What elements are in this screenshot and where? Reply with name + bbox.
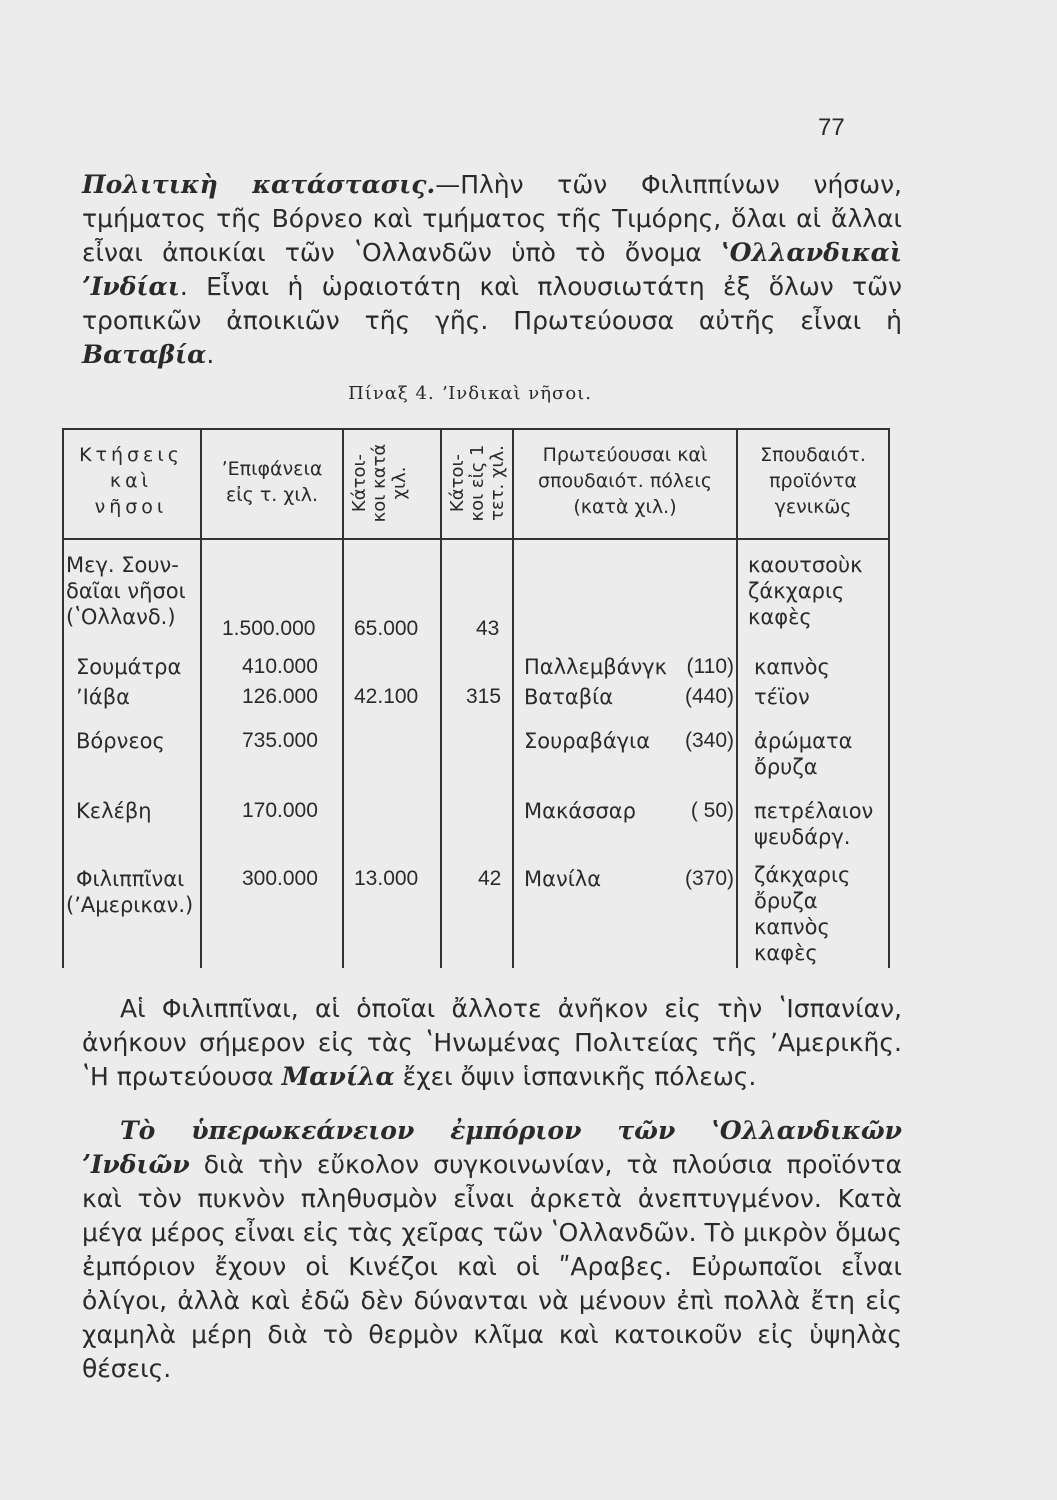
table-cell-city: Βαταβία: [524, 685, 614, 709]
table-cell-area: 300.000: [242, 867, 318, 890]
table-cell-density: 42: [478, 867, 502, 890]
table-cell-area: 170.000: [242, 799, 318, 822]
table-cell-city-population: (370): [684, 867, 734, 890]
table-cell-products: καουτσοὺκ ζάκχαρις καφὲς: [748, 553, 863, 629]
header-density: Κάτοι- κοι εἰς 1 τετ. χιλ.: [447, 444, 508, 522]
section-heading: Πολιτικὴ κατάστασις.: [82, 170, 436, 199]
col-divider: [200, 428, 202, 968]
col-divider: [440, 428, 442, 968]
table-row-name: Κελέβη: [76, 799, 152, 823]
table-cell-inhabitants: 65.000: [354, 617, 419, 640]
table-cell-city: Σουραβάγια: [524, 729, 651, 753]
trade-heading: Τὸ ὑπερωκεάνειον ἐμπόριον τῶν ʽΟλλανδικῶν ʼΙνδιῶν: [82, 1116, 902, 1179]
political-situation-paragraph: Πολιτικὴ κατάστασις.—Πλὴν τῶν Φιλιππίνων νήσων, τμήματος τῆς Βόρνεο καὶ τμήματος τῆς Τιμόρης, ὅλαι αἱ ἄλλαι εἶναι ἀποικίαι τῶν ʽΟλλανδῶν ὑπὸ τὸ ὄνομα ʽΟλλανδικαὶ ʼΙνδίαι. Εἶναι ἡ ὡραιοτάτη καὶ πλουσιωτάτη ἐξ ὅλων τῶν τροπικῶν ἀποικιῶν τῆς γῆς. Πρωτεύουσα αὐτῆς εἶναι ἡ Βαταβία.: [82, 170, 902, 369]
header-inhabitants: Κάτοι- κοι κατά χιλ.: [349, 443, 410, 523]
table-cell-city: Μανίλα: [524, 867, 602, 891]
table-cell-products: πετρέλαιον ψευδάργ.: [754, 799, 874, 849]
page-number: 77: [818, 114, 845, 141]
table-border-left: [62, 428, 64, 968]
table-caption: Πίναξ 4. ʼΙνδικαὶ νῆσοι.: [348, 383, 592, 404]
header-area: ʼΕπιφάνεια εἰς τ. χιλ.: [221, 458, 323, 506]
table-row-name: ʼΙάβα: [76, 685, 130, 709]
header-products: Σπουδαιότ. προϊόντα γενικῶς: [760, 444, 866, 518]
table-cell-area: 735.000: [242, 729, 318, 752]
table-cell-city-population: (440): [684, 685, 734, 708]
header-capitals: Πρωτεύουσαι καὶ σπουδαιότ. πόλεις (κατὰ χιλ.): [538, 444, 712, 518]
table-cell-inhabitants: 42.100: [354, 685, 419, 708]
table-cell-city-population: (110): [686, 655, 734, 678]
table-cell-products: ἀρώματα ὄρυζα: [754, 729, 853, 779]
islands-table: [62, 428, 892, 968]
dutch-indies-name: ʽΟλλανδικαὶ ʼΙνδίαι: [82, 238, 902, 301]
table-row-name: Σουμάτρα: [76, 655, 182, 679]
table-cell-density: 43: [476, 617, 500, 640]
table-top-rule: [62, 428, 890, 430]
table-row-name: Μεγ. Σουν- δαῖαι νῆσοι (ʽΟλλανδ.): [66, 553, 186, 629]
table-cell-area: 410.000: [242, 655, 318, 678]
table-cell-products: καπνὸς: [754, 655, 830, 679]
header-rule: [62, 538, 890, 540]
table-cell-city: Παλλεμβάνγκ: [524, 655, 667, 679]
table-row-name: Βόρνεος: [76, 729, 165, 753]
col-divider: [342, 428, 344, 968]
table-cell-city-population: ( 50): [690, 799, 734, 822]
trade-paragraph: Τὸ ὑπερωκεάνειον ἐμπόριον τῶν ʽΟλλανδικῶν ʼΙνδιῶν διὰ τὴν εὔκολον συγκοινωνίαν, τὰ πλούσια προϊόντα καὶ τὸν πυκνὸν πληθυσμὸν εἶναι ἀρκετὰ ἀνεπτυγμένον. Κατὰ μέγα μέρος εἶναι εἰς τὰς χεῖρας τῶν ʽΟλλανδῶν. Τὸ μικρὸν ὅμως ἐμπόριον ἔχουν οἱ Κινέζοι καὶ οἱ ʺΑραβες. Εὐρωπαῖοι εἶναι ὀλίγοι, ἀλλὰ καὶ ἐδῶ δὲν δύνανται νὰ μένουν ἐπὶ πολλὰ ἔτη εἰς χαμηλὰ μέρη διὰ τὸ θερμὸν κλῖμα καὶ κατοικοῦν εἰς ὑψηλὰς θέσεις.: [82, 1116, 902, 1383]
table-cell-city-population: (340): [684, 729, 734, 752]
manila-name: Μανίλα: [281, 1062, 395, 1091]
philippines-paragraph: Αἱ Φιλιππῖναι, αἱ ὁποῖαι ἄλλοτε ἀνῆκον εἰς τὴν ʽΙσπανίαν, ἀνήκουν σήμερον εἰς τὰς ʽΗνωμένας Πολιτείας τῆς ʼΑμερικῆς. ʽΗ πρωτεύουσα Μανίλα ἔχει ὄψιν ἱσπανικῆς πόλεως.: [82, 994, 902, 1091]
table-row-name: Φιλιππῖναι (ʼΑμερικαν.): [66, 867, 194, 917]
table-cell-products: ζάκχαρις ὄρυζα καπνὸς καφὲς: [754, 863, 851, 965]
table-border-right: [888, 428, 890, 968]
batavia-name: Βαταβία: [82, 340, 207, 369]
table-cell-inhabitants: 13.000: [354, 867, 419, 890]
table-cell-products: τέϊον: [754, 685, 810, 709]
table-cell-city: Μακάσσαρ: [524, 799, 636, 823]
header-possessions: Κτήσεις καὶ νῆσοι: [79, 444, 183, 518]
table-cell-density: 315: [466, 685, 502, 708]
table-cell-area: 1.500.000: [222, 617, 316, 640]
table-cell-area: 126.000: [242, 685, 318, 708]
